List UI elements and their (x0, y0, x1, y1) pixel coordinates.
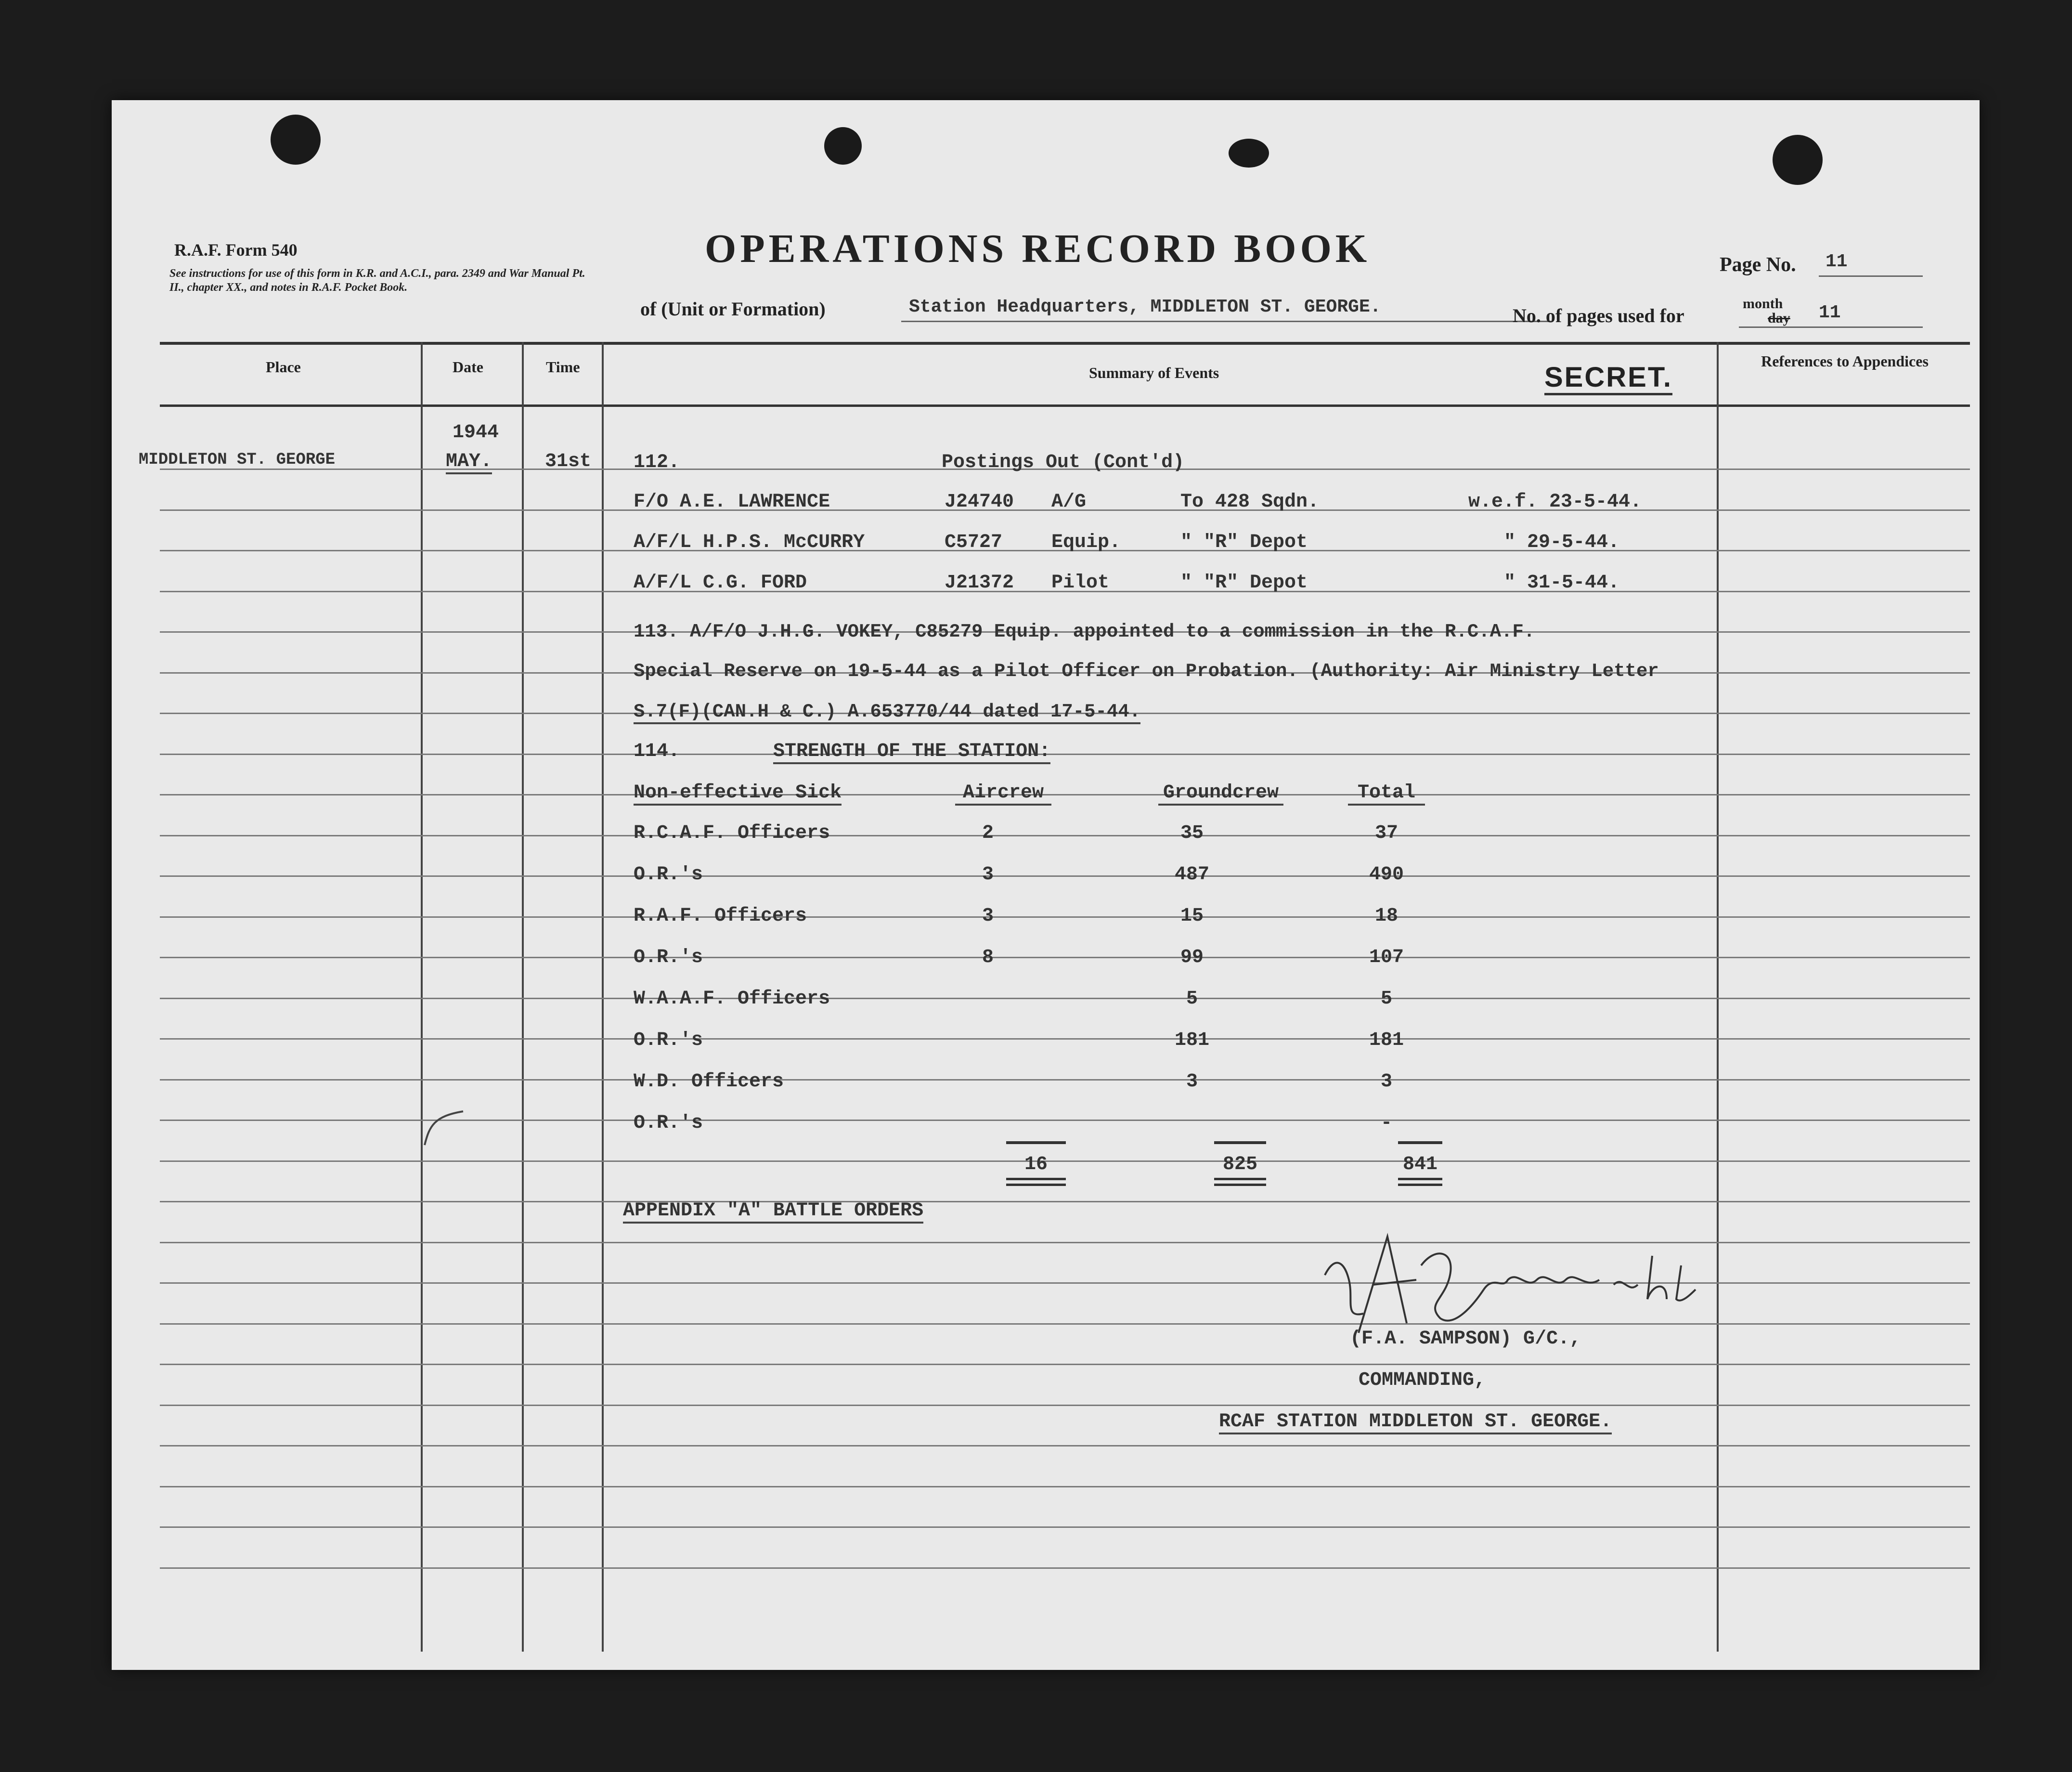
page-no-value: 11 (1826, 251, 1848, 272)
strength-total: 490 (1369, 864, 1404, 886)
form-note: See instructions for use of this form in K.R. and A.C.I., para. 2349 and War Manual Pt. II., chapter XX., and notes in R.A.F. Pocket Book. (169, 267, 585, 294)
strength-total: 5 (1380, 988, 1392, 1010)
item-113-line-2: Special Reserve on 19-5-44 as a Pilot Officer on Probation. (Authority: Air Ministry Letter (634, 661, 1659, 682)
ruled-line (160, 835, 1970, 836)
strength-category: R.A.F. Officers (634, 905, 807, 927)
item-112-heading: Postings Out (Cont'd) (942, 452, 1185, 473)
pages-used-month: month (1743, 296, 1783, 312)
column-header-date: Date (453, 358, 483, 376)
punch-hole-center (824, 127, 862, 165)
posting-1-wef: w.e.f. 23-5-44. (1468, 491, 1642, 513)
ruled-line (160, 998, 1970, 999)
total-grand: 841 (1402, 1154, 1437, 1175)
strength-groundcrew: 487 (1174, 864, 1209, 886)
strength-header-category: Non-effective Sick (634, 782, 842, 806)
total-double-underline-1 (1398, 1178, 1442, 1180)
total-aircrew: 16 (1024, 1154, 1048, 1175)
posting-1-number: J24740 (945, 491, 1014, 513)
strength-groundcrew: 15 (1180, 905, 1204, 927)
item-112-number: 112. (634, 452, 680, 473)
total-double-underline-2 (1398, 1184, 1442, 1186)
ruled-line (160, 1079, 1970, 1081)
strength-category: O.R.'s (634, 1112, 703, 1134)
unit-label: of (Unit or Formation) (640, 298, 826, 320)
strength-aircrew: 2 (982, 822, 994, 844)
record-sheet (112, 100, 1980, 1670)
strength-aircrew: 8 (982, 947, 994, 968)
groundcrew-double-underline-2 (1214, 1184, 1266, 1186)
ruled-line (160, 1486, 1970, 1487)
posting-3-trade: Pilot (1051, 572, 1110, 594)
strength-total: 37 (1374, 822, 1398, 844)
strength-header-aircrew: Aircrew (955, 782, 1051, 806)
ruled-line (160, 754, 1970, 755)
posting-1-destination: To 428 Sqdn. (1180, 491, 1320, 513)
strength-header-groundcrew: Groundcrew (1158, 782, 1283, 806)
strength-category: W.D. Officers (634, 1071, 784, 1093)
pages-used-underline (1739, 326, 1923, 328)
ruled-line (160, 957, 1970, 958)
ruled-line (160, 875, 1970, 877)
item-113-line-1: 113. A/F/O J.H.G. VOKEY, C85279 Equip. appointed to a commission in the R.C.A.F. (634, 621, 1535, 642)
strength-groundcrew: 3 (1186, 1071, 1198, 1093)
signature-role: COMMANDING, (1359, 1369, 1486, 1391)
posting-3-rank-name: A/F/L C.G. FORD (634, 572, 807, 594)
column-header-references: References to Appendices (1761, 352, 1929, 370)
unit-value: Station Headquarters, MIDDLETON ST. GEORGE. (909, 297, 1381, 317)
entry-place: MIDDLETON ST. GEORGE (139, 451, 336, 469)
ruled-line (160, 794, 1970, 795)
posting-2-wef: " 29-5-44. (1504, 532, 1620, 553)
posting-3-wef: " 31-5-44. (1504, 572, 1620, 594)
posting-2-destination: " "R" Depot (1180, 532, 1308, 553)
strength-total: 107 (1369, 947, 1404, 968)
column-header-place: Place (266, 358, 301, 376)
aircrew-double-underline-1 (1006, 1178, 1066, 1180)
posting-1-trade: A/G (1051, 491, 1087, 513)
ruled-line (160, 1526, 1970, 1528)
page-no-label: Page No. (1720, 254, 1796, 276)
signature-name: (F.A. SAMPSON) G/C., (1350, 1328, 1581, 1350)
punch-hole-right (1773, 135, 1823, 185)
posting-2-trade: Equip. (1051, 532, 1121, 553)
ruled-line (160, 1038, 1970, 1040)
entry-month: MAY. (446, 451, 492, 474)
pencil-tick-mark (420, 1097, 473, 1150)
total-sum-line (1398, 1141, 1442, 1144)
ruled-line (160, 916, 1970, 918)
posting-1-rank-name: F/O A.E. LAWRENCE (634, 491, 830, 513)
strength-total: 18 (1374, 905, 1398, 927)
strength-total: 3 (1380, 1071, 1392, 1093)
ruled-line (160, 1364, 1970, 1365)
punch-hole-small (1229, 139, 1269, 168)
strength-total: - (1380, 1112, 1392, 1134)
posting-3-destination: " "R" Depot (1180, 572, 1308, 594)
strength-aircrew: 3 (982, 905, 994, 927)
punch-hole-left (271, 115, 321, 165)
pages-used-value: 11 (1819, 302, 1841, 323)
posting-2-number: C5727 (945, 532, 1003, 553)
item-114-heading: STRENGTH OF THE STATION: (773, 741, 1050, 764)
column-divider-summary (1717, 342, 1719, 1652)
ruled-line (160, 1445, 1970, 1446)
strength-total: 181 (1369, 1029, 1404, 1051)
strength-category: R.C.A.F. Officers (634, 822, 830, 844)
strength-category: W.A.A.F. Officers (634, 988, 830, 1010)
item-113-line-3: S.7(F)(CAN.H & C.) A.653770/44 dated 17-5-44. (634, 701, 1140, 724)
secret-stamp: SECRET. (1544, 362, 1672, 395)
column-divider-place (421, 342, 423, 1652)
aircrew-double-underline-2 (1006, 1184, 1066, 1186)
column-divider-date (522, 342, 524, 1652)
entry-day: 31st (545, 451, 592, 472)
page-no-underline (1819, 275, 1923, 277)
strength-groundcrew: 99 (1180, 947, 1204, 968)
ruled-line (160, 1201, 1970, 1202)
handwritten-signature (1315, 1208, 1748, 1342)
strength-header-total: Total (1348, 782, 1425, 806)
total-groundcrew: 825 (1222, 1154, 1257, 1175)
strength-category: O.R.'s (634, 1029, 703, 1051)
strength-category: O.R.'s (634, 864, 703, 886)
column-header-time: Time (546, 358, 580, 376)
column-header-summary: Summary of Events (1089, 364, 1219, 381)
pages-used-struck: day (1768, 310, 1790, 326)
page-title: OPERATIONS RECORD BOOK (705, 226, 1371, 271)
strength-groundcrew: 35 (1180, 822, 1204, 844)
posting-2-rank-name: A/F/L H.P.S. McCURRY (634, 532, 865, 553)
strength-groundcrew: 5 (1186, 988, 1198, 1010)
column-divider-time (602, 342, 604, 1652)
column-header-divider (160, 404, 1970, 407)
strength-category: O.R.'s (634, 947, 703, 968)
item-114-number: 114. (634, 741, 680, 762)
appendix-reference: APPENDIX "A" BATTLE ORDERS (623, 1200, 923, 1224)
form-id: R.A.F. Form 540 (174, 240, 298, 260)
table-top-border (160, 342, 1970, 345)
posting-3-number: J21372 (945, 572, 1014, 594)
entry-year: 1944 (453, 422, 499, 443)
strength-aircrew: 3 (982, 864, 994, 886)
ruled-line (160, 1567, 1970, 1569)
groundcrew-sum-line (1214, 1141, 1266, 1144)
pages-used-label: No. of pages used for (1513, 305, 1684, 326)
signature-station: RCAF STATION MIDDLETON ST. GEORGE. (1219, 1411, 1612, 1434)
groundcrew-double-underline-1 (1214, 1178, 1266, 1180)
ruled-line (160, 1405, 1970, 1406)
strength-groundcrew: 181 (1174, 1029, 1209, 1051)
unit-underline (901, 321, 1551, 322)
aircrew-sum-line (1006, 1141, 1066, 1144)
